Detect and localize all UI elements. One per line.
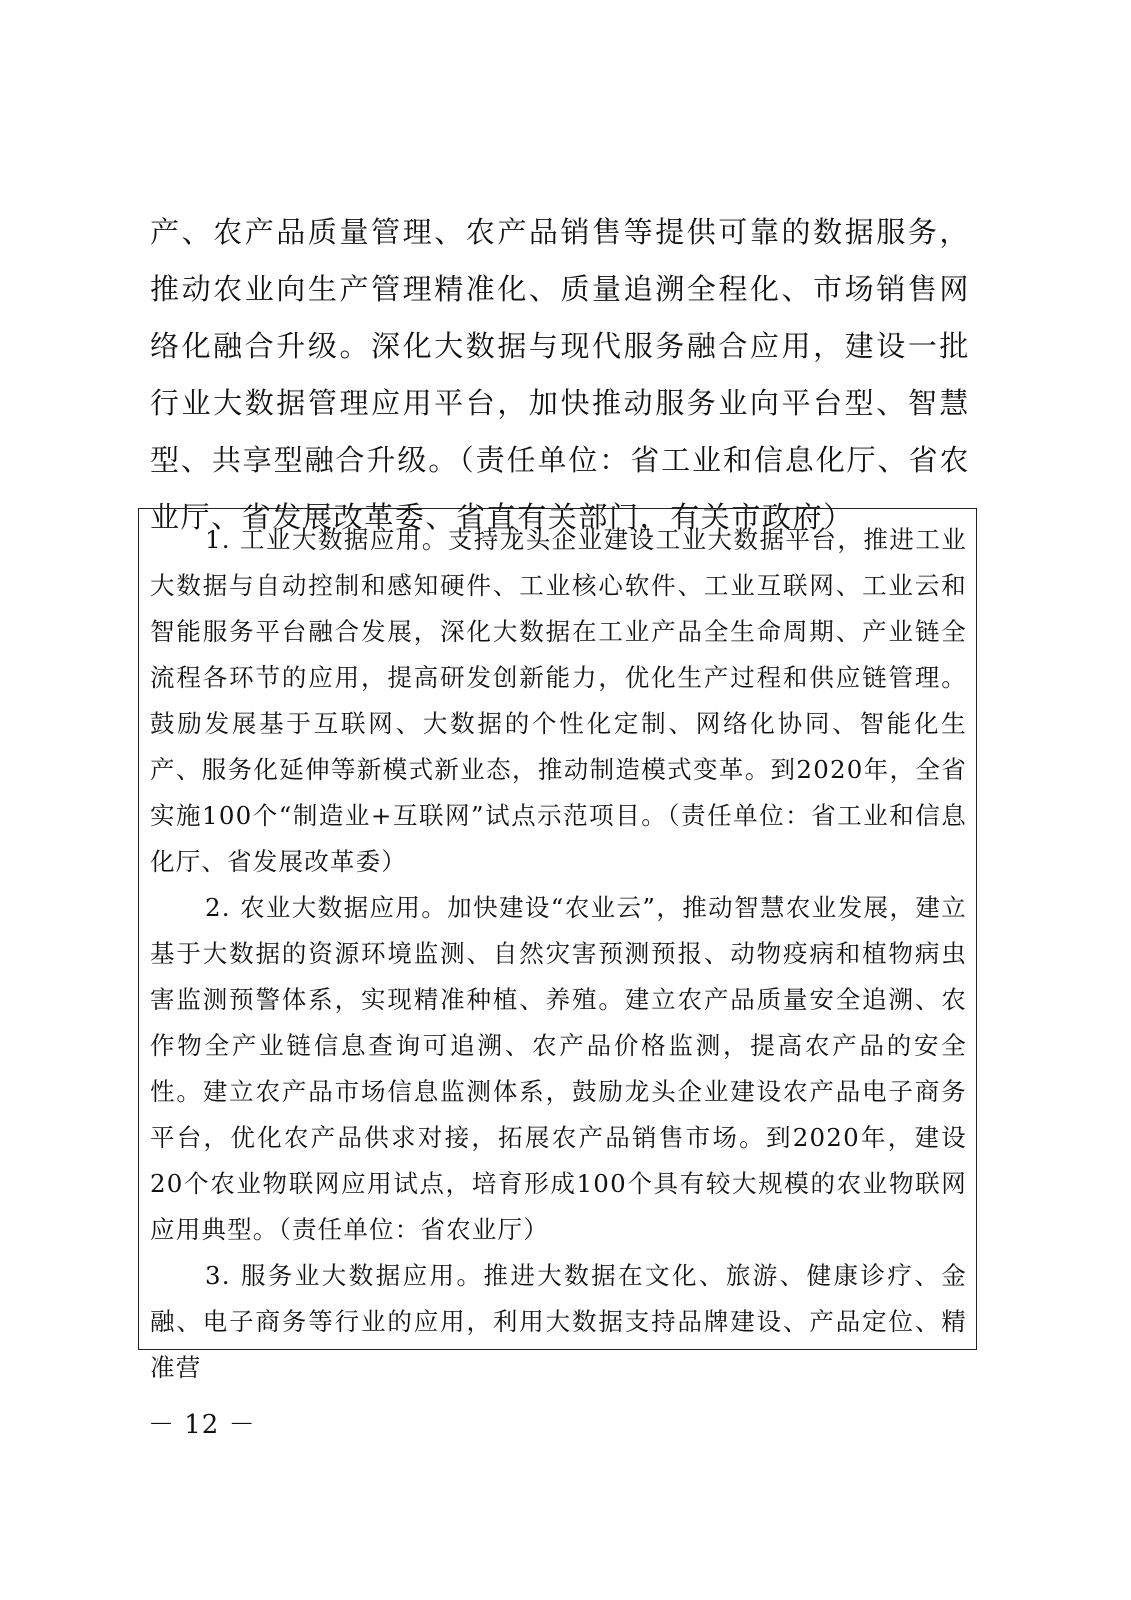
box-item-agricultural-big-data: 2. 农业大数据应用。加快建设“农业云”，推动智慧农业发展，建立基于大数据的资源环境监测、自然灾害预测预报、动物疫病和植物病虫害监测预警体系，实现精准种植、养殖。建立农产品质量安全追溯、农作物全产业链信息查询可追溯、农产品价格监测，提高农产品的安全性。建立农产品市场信息监测体系，鼓励龙头企业建设农产品电子商务平台，优化农产品供求对接，拓展农产品销售市场。到2020年，建设20个农业物联网应用试点，培育形成100个具有较大规模的农业物联网应用典型。（责任单位：省农业厅） bbox=[150, 893, 967, 1244]
boxed-section bbox=[138, 508, 977, 1382]
boxed-section-content bbox=[150, 517, 967, 1391]
box-item-service-big-data: 3. 服务业大数据应用。推进大数据在文化、旅游、健康诊疗、金融、电子商务等行业的应用，利用大数据支持品牌建设、产品定位、精准营 bbox=[150, 1261, 967, 1382]
box-item-industrial-big-data: 1. 工业大数据应用。支持龙头企业建设工业大数据平台，推进工业大数据与自动控制和感知硬件、工业核心软件、工业互联网、工业云和智能服务平台融合发展，深化大数据在工业产品全生命周期、产业链全流程各环节的应用，提高研发创新能力，优化生产过程和供应链管理。鼓励发展基于互联网、大数据的个性化定制、网络化协同、智能化生产、服务化延伸等新模式新业态，推动制造模式变革。到2020年，全省实施100个“制造业+互联网”试点示范项目。（责任单位：省工业和信息化厅、省发展改革委） bbox=[150, 525, 967, 876]
page-number: － 12 － bbox=[148, 1410, 256, 1440]
body-paragraph: 产、农产品质量管理、农产品销售等提供可靠的数据服务，推动农业向生产管理精准化、质量追溯全程化、市场销售网络化融合升级。深化大数据与现代服务融合应用，建设一批行业大数据管理应用平台，加快推动服务业向平台型、智慧型、共享型融合升级。（责任单位：省工业和信息化厅、省农业厅、省发展改革委、省直有关部门，有关市政府） bbox=[150, 215, 970, 534]
